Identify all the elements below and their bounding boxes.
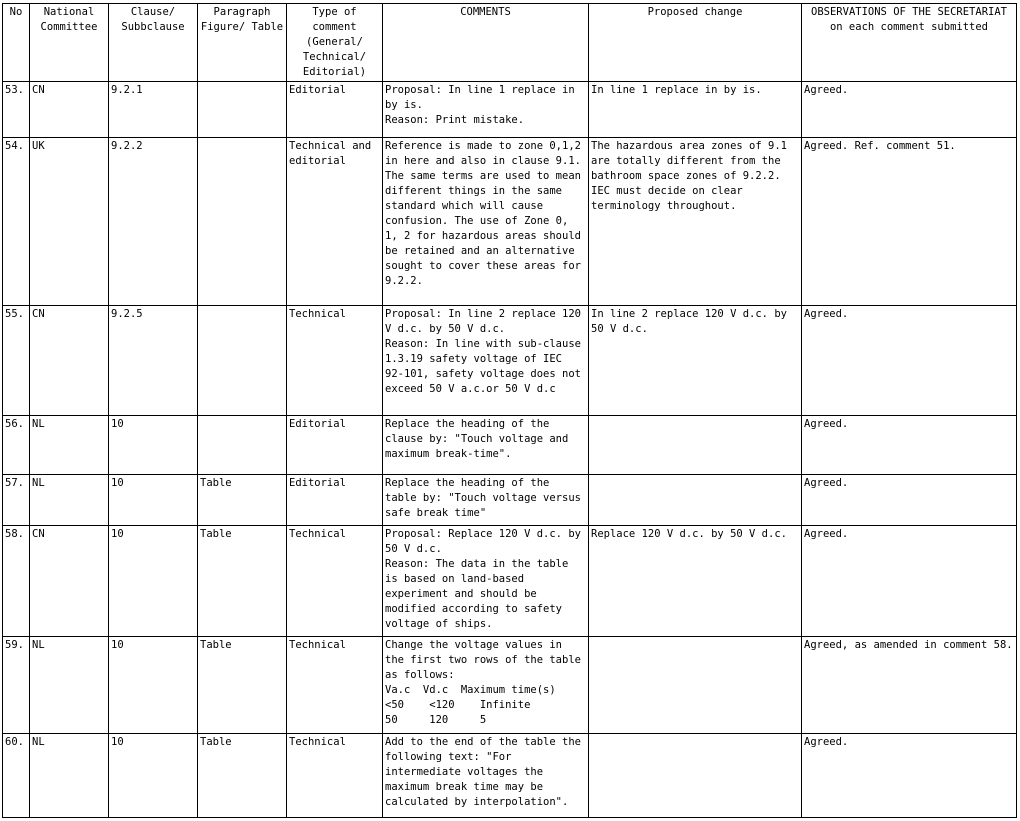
cell-proposed <box>589 416 802 475</box>
table-row <box>3 637 1017 734</box>
cell-clause: 10 <box>109 734 198 818</box>
comment-table-header: Va.c Vd.c Maximum time(s) <box>385 684 556 696</box>
header-clause: Clause/ Subbclause <box>109 4 198 82</box>
cell-no: 56. <box>3 416 30 475</box>
cell-no: 59. <box>3 637 30 734</box>
cell-type: Editorial <box>287 82 383 138</box>
header-paragraph: Paragraph Figure/ Table <box>198 4 287 82</box>
cell-proposed: Replace 120 V d.c. by 50 V d.c. <box>589 526 802 637</box>
cell-type: Technical <box>287 526 383 637</box>
cell-paragraph <box>198 82 287 138</box>
cell-comment: Proposal: In line 2 replace 120 V d.c. by 50 V d.c. Reason: In line with sub-clause 1.3.19 safety voltage of IEC 92-101, safety voltage does not exceed 50 V a.c.or 50 V d.c <box>383 306 589 416</box>
table-row <box>3 416 1017 475</box>
cell-nc: UK <box>30 138 109 306</box>
cell-observation: Agreed. <box>802 475 1017 526</box>
cell-clause: 10 <box>109 526 198 637</box>
cell-paragraph: Table <box>198 475 287 526</box>
cell-proposed <box>589 734 802 818</box>
table-row <box>3 82 1017 138</box>
cell-nc: CN <box>30 82 109 138</box>
cell-paragraph: Table <box>198 526 287 637</box>
comments-table <box>2 3 1017 818</box>
table-row <box>3 526 1017 637</box>
cell-clause: 9.2.1 <box>109 82 198 138</box>
cell-paragraph: Table <box>198 637 287 734</box>
cell-comment: Replace the heading of the table by: "Touch voltage versus safe break time" <box>383 475 589 526</box>
cell-no: 60. <box>3 734 30 818</box>
cell-clause: 10 <box>109 475 198 526</box>
cell-nc: NL <box>30 637 109 734</box>
header-comments: COMMENTS <box>383 4 589 82</box>
cell-clause: 9.2.2 <box>109 138 198 306</box>
cell-observation: Agreed. <box>802 526 1017 637</box>
cell-comment: Add to the end of the table the following text: "For intermediate voltages the maximum break time may be calculated by interpolation". <box>383 734 589 818</box>
cell-type: Technical <box>287 637 383 734</box>
header-row <box>3 4 1017 82</box>
cell-observation: Agreed. <box>802 82 1017 138</box>
cell-proposed <box>589 475 802 526</box>
cell-observation: Agreed. <box>802 416 1017 475</box>
cell-type: Technical <box>287 734 383 818</box>
cell-observation: Agreed. Ref. comment 51. <box>802 138 1017 306</box>
table-row <box>3 138 1017 306</box>
cell-nc: CN <box>30 526 109 637</box>
header-proposed-change: Proposed change <box>589 4 802 82</box>
table-row <box>3 475 1017 526</box>
cell-observation: Agreed. <box>802 734 1017 818</box>
cell-nc: NL <box>30 416 109 475</box>
cell-clause: 9.2.5 <box>109 306 198 416</box>
cell-type: Editorial <box>287 475 383 526</box>
cell-nc: NL <box>30 475 109 526</box>
cell-clause: 10 <box>109 637 198 734</box>
cell-comment: Replace the heading of the clause by: "Touch voltage and maximum break-time". <box>383 416 589 475</box>
comment-text: Change the voltage values in the first two rows of the table as follows: <box>385 639 581 681</box>
comment-table-row: <50 <120 Infinite <box>385 699 531 711</box>
cell-no: 53. <box>3 82 30 138</box>
cell-comment <box>383 637 589 734</box>
cell-paragraph <box>198 138 287 306</box>
cell-proposed: In line 2 replace 120 V d.c. by 50 V d.c. <box>589 306 802 416</box>
cell-type: Technical and editorial <box>287 138 383 306</box>
header-type: Type of comment (General/ Technical/ Editorial) <box>287 4 383 82</box>
table-row <box>3 734 1017 818</box>
cell-proposed <box>589 637 802 734</box>
cell-paragraph <box>198 306 287 416</box>
cell-no: 58. <box>3 526 30 637</box>
cell-type: Editorial <box>287 416 383 475</box>
cell-comment: Proposal: In line 1 replace in by is. Reason: Print mistake. <box>383 82 589 138</box>
cell-no: 57. <box>3 475 30 526</box>
cell-no: 54. <box>3 138 30 306</box>
table-row <box>3 306 1017 416</box>
cell-proposed: The hazardous area zones of 9.1 are totally different from the bathroom space zones of 9.2.2. IEC must decide on clear terminology throughout. <box>589 138 802 306</box>
cell-clause: 10 <box>109 416 198 475</box>
cell-no: 55. <box>3 306 30 416</box>
header-no: No <box>3 4 30 82</box>
cell-comment: Reference is made to zone 0,1,2 in here and also in clause 9.1. The same terms are used to mean different things in the same standard which will cause confusion. The use of Zone 0, 1, 2 for hazardous areas should be retained and an alternative sought to cover these areas for 9.2.2. <box>383 138 589 306</box>
cell-comment: Proposal: Replace 120 V d.c. by 50 V d.c. Reason: The data in the table is based on land-based experiment and should be modified according to safety voltage of ships. <box>383 526 589 637</box>
cell-nc: NL <box>30 734 109 818</box>
cell-paragraph: Table <box>198 734 287 818</box>
cell-proposed: In line 1 replace in by is. <box>589 82 802 138</box>
cell-paragraph <box>198 416 287 475</box>
cell-type: Technical <box>287 306 383 416</box>
comment-table-row: 50 120 5 <box>385 714 487 726</box>
header-observations: OBSERVATIONS OF THE SECRETARIAT on each comment submitted <box>802 4 1017 82</box>
header-national-committee: National Committee <box>30 4 109 82</box>
cell-nc: CN <box>30 306 109 416</box>
cell-observation: Agreed, as amended in comment 58. <box>802 637 1017 734</box>
cell-observation: Agreed. <box>802 306 1017 416</box>
